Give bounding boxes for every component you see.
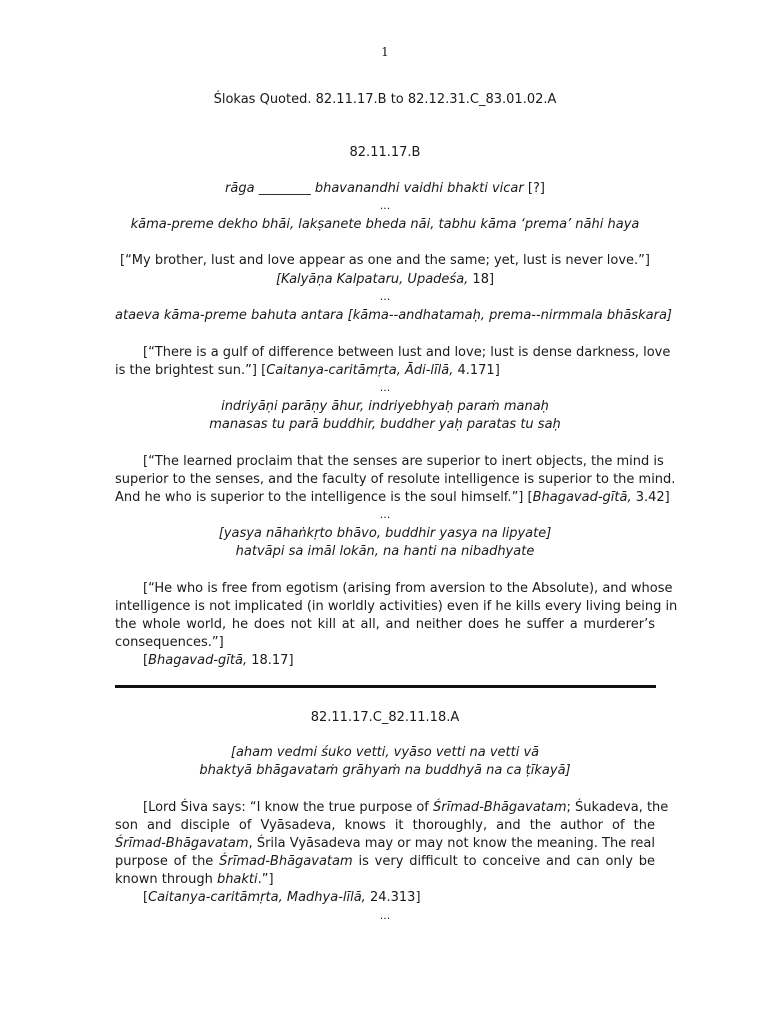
citation-ref: 24.313] (365, 890, 421, 905)
sloka-line: kāma-preme dekho bhāi, lakṣanete bheda nāi, tabhu kāma ‘prema’ nāhi haya (130, 217, 640, 232)
citation-title: Caitanya-caritāmṛta, Ādi-līlā, (266, 363, 454, 378)
citation-ref: 18] (468, 272, 495, 287)
translation-text: is very difficult to conceive and can only be (352, 854, 656, 869)
translation-line: superior to the senses, and the faculty of resolute intelligence is superior to the mind. (115, 472, 676, 487)
translation-line (115, 362, 655, 380)
translation-text: [Lord Śiva says: “I know the true purpose of (143, 800, 433, 815)
bracket: [ (143, 890, 149, 905)
citation-title: Caitanya-caritāmṛta, Madhya-līlā, (148, 890, 366, 905)
translation-line (115, 871, 655, 889)
source-citation (115, 271, 655, 289)
source-citation (143, 889, 421, 907)
scripture-title: Śrīmad-Bhāgavatam (433, 800, 567, 815)
translation-line (115, 853, 655, 871)
translation-line (115, 835, 655, 853)
sloka-line: manasas tu parā buddhir, buddher yaḥ paratas tu saḥ (209, 417, 561, 432)
sloka-line: [yasya nāhaṅkṛto bhāvo, buddhir yasya na lipyate] (218, 526, 552, 541)
query-mark: [?] (523, 181, 545, 196)
citation-title: Bhagavad-gītā, (148, 653, 248, 668)
translation-text: .”] (257, 872, 274, 887)
translation-line: [“My brother, lust and love appear as one and the same; yet, lust is never love.”] (120, 253, 650, 268)
ellipsis: ... (379, 508, 391, 521)
citation-title: [Kalyāṇa Kalpataru, Upadeśa, (275, 272, 469, 287)
section-heading-2: 82.11.17.C_82.11.18.A (310, 710, 460, 725)
scripture-title: Śrīmad-Bhāgavatam (219, 854, 353, 869)
section-heading-1: 82.11.17.B (349, 145, 421, 160)
translation-text: And he who is superior to the intelligence is the soul himself.”] [ (115, 490, 533, 505)
sloka-line: ataeva kāma-preme bahuta antara [kāma--andhatamaḥ, prema--nirmmala bhāskara] (115, 308, 672, 323)
scripture-title: Śrīmad-Bhāgavatam (115, 836, 249, 851)
translation-text: known through (115, 872, 217, 887)
page-number: 1 (381, 45, 389, 59)
translation-text: , Śrila Vyāsadeva may or may not know the meaning. The real (248, 836, 655, 851)
translation-line: consequences.”] (115, 635, 224, 650)
sloka-line: indriyāṇi parāṇy āhur, indriyebhyaḥ paraṁ manaḥ (221, 399, 549, 414)
translation-line: the whole world, he does not kill at all, and neither does he suffer a murderer’s (115, 617, 655, 632)
translation-text: ; Śukadeva, the (566, 800, 669, 815)
ellipsis: ... (379, 199, 391, 212)
sloka-text: rāga ________ bhavanandhi vaidhi bhakti vicar (225, 181, 524, 196)
citation-title: Bhagavad-gītā, (532, 490, 632, 505)
ellipsis: ... (379, 290, 391, 303)
citation-ref: 18.17] (247, 653, 294, 668)
ellipsis: ... (379, 909, 391, 922)
sloka-line: bhaktyā bhāgavataṁ grāhyaṁ na buddhyā na ca ṭīkayā] (199, 763, 571, 778)
citation-ref: 4.171] (453, 363, 500, 378)
emphasis-word: bhakti (216, 872, 258, 887)
translation-line: [“There is a gulf of difference between lust and love; lust is dense darkness, love (143, 345, 671, 360)
translation-text: purpose of the (115, 854, 220, 869)
translation-line (143, 799, 669, 817)
sloka-line: [aham vedmi śuko vetti, vyāso vetti na vetti vā (230, 745, 540, 760)
translation-line (115, 489, 670, 507)
section-divider (115, 685, 656, 688)
translation-line: [“He who is free from egotism (arising from aversion to the Absolute), and whose (143, 581, 673, 596)
bracket: [ (143, 653, 149, 668)
translation-line: intelligence is not implicated (in worldly activities) even if he kills every living being in (115, 599, 678, 614)
translation-line: son and disciple of Vyāsadeva, knows it thoroughly, and the author of the (115, 818, 655, 833)
translation-text: is the brightest sun.”] [ (115, 363, 267, 378)
sloka-line (115, 180, 655, 198)
sloka-line: hatvāpi sa imāl lokān, na hanti na nibadhyate (235, 544, 535, 559)
citation-ref: 3.42] (631, 490, 670, 505)
translation-line: [“The learned proclaim that the senses are superior to inert objects, the mind is (143, 454, 664, 469)
ellipsis: ... (379, 381, 391, 394)
document-title: Ślokas Quoted. 82.11.17.B to 82.12.31.C_83.01.02.A (213, 92, 557, 107)
source-citation (143, 652, 294, 670)
